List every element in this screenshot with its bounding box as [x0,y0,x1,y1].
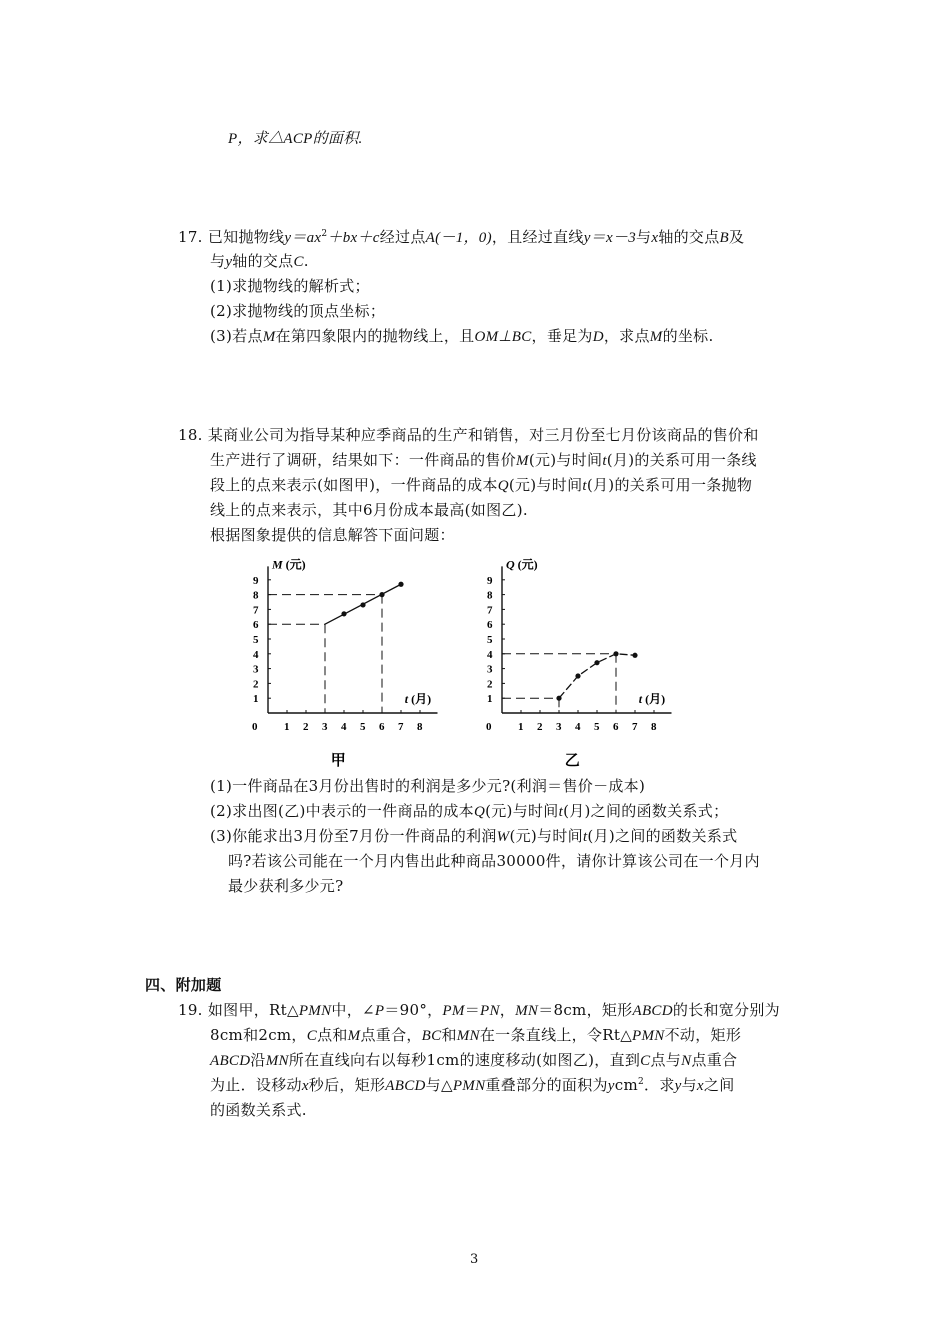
y-axis-var: Q [506,557,515,572]
q19-text: 秒后，矩形 [308,1076,386,1094]
q18-text: (月)之间的函数关系式 [587,827,738,845]
x-tick-label: 2 [537,721,543,733]
q19-text: 不动，矩形 [664,1026,742,1044]
data-point [341,611,346,616]
x-tick-label: 3 [556,721,562,733]
x-axis-unit: (月) [642,692,666,706]
data-point [360,602,365,607]
q17-text: 轴的交点 [658,228,720,246]
y-tick-label: 3 [253,663,259,676]
q17-text: 与 [210,252,226,270]
q19-var: x [301,1078,309,1094]
q19-superscript: 2 [638,1077,645,1087]
x-tick-label: 8 [651,721,657,733]
q19-text: 中，∠ [331,1001,375,1019]
chart-jia [228,548,432,769]
q17-line1 [178,227,744,248]
q18-var: t [558,804,564,820]
q19-var: MN [265,1053,289,1069]
y-tick-label: 8 [253,589,259,602]
q17-text: . [303,252,309,270]
q19-var: C [306,1028,318,1044]
q17-part3 [210,326,714,347]
top-line [228,128,363,149]
q17-text: 已知抛物线 [207,228,285,246]
x-tick-label: 5 [360,721,366,733]
q19-text: ＝90°， [384,1001,443,1019]
q19-var: PMN [298,1003,332,1019]
chart-caption: 乙 [564,751,580,769]
y-tick-label: 7 [487,604,493,617]
q18-var: Q [497,478,509,494]
q17-text: (3)若点 [210,327,263,345]
y-tick-label: 7 [253,604,259,617]
y-tick-label: 6 [487,619,493,632]
q18-var: W [496,829,510,845]
y-tick-label: 9 [253,574,259,587]
q18-text: 某商业公司为指导某种应季商品的生产和销售，对三月份至七月份该商品的售价和 [207,426,759,444]
y-tick-label: 1 [253,693,259,706]
x-tick-label: 4 [341,721,347,733]
q19-var: MN [456,1028,480,1044]
q19-line2 [210,1025,741,1046]
chart-caption: 甲 [330,751,346,769]
x-tick-label: 7 [398,721,404,733]
q17-relation: OM⊥BC [474,329,532,345]
q19-text: 点重合， [360,1026,422,1044]
q18-text: (月)的关系可用一条抛物 [586,476,753,494]
x-tick-label: 8 [417,721,423,733]
y-axis-unit: (元) [282,557,306,572]
q18-var: t [602,453,607,469]
x-tick-label: 1 [518,721,524,733]
q17-text: ，且经过直线 [491,228,584,246]
q19-line5: 的函数关系式. [210,1101,307,1119]
q19-text: 8cm和2cm， [210,1026,307,1044]
q17-var: M [262,329,276,345]
q17-superscript: 2 [321,229,328,239]
q17-var: x [651,230,659,246]
q19-var: M [347,1028,361,1044]
x-tick-label: 2 [303,721,309,733]
q18-text: 段上的点来表示(如图甲)，一件商品的成本 [210,476,498,494]
q17-text: ，垂足为 [531,327,593,345]
q17-equation: ＋bx＋c [327,230,380,246]
x-axis-label [405,692,431,706]
q18-line2 [210,450,757,471]
q18-line1 [178,425,759,445]
chart-yi [470,548,690,769]
data-point [398,582,403,587]
q19-line1 [178,1000,780,1021]
q19-number: 19. [178,1001,203,1019]
q17-var: B [719,230,729,246]
q17-var: y [225,254,233,270]
q19-text: 在一条直线上，令Rt△ [479,1026,633,1044]
q18-text: (元)与时间 [508,476,583,494]
x-tick-label: 6 [613,721,619,733]
y-tick-label: 4 [253,648,259,661]
x-axis-label [639,692,665,706]
q17-text: 与 [636,228,652,246]
data-point [613,651,618,656]
q18-number: 18. [178,426,203,444]
y-tick-label: 6 [253,619,259,632]
page-number: 3 [470,1252,479,1267]
q17-text: 经过点 [379,228,426,246]
y-tick-label: 4 [487,648,493,661]
data-point [575,673,580,678]
x-tick-label: 3 [322,721,328,733]
q17-var: C [293,254,304,270]
q19-text: ．求 [644,1076,675,1094]
q18-line5: 根据图象提供的信息解答下面问题： [210,526,455,544]
q17-text: 的坐标. [662,327,714,345]
y-tick-label: 5 [253,634,259,646]
y-axis-label [271,556,306,571]
y-tick-label: 5 [487,634,493,646]
q18-text: (元)与时间 [509,827,583,845]
q19-text: 与 [681,1076,697,1094]
q19-var: PN [480,1003,500,1019]
q18-var: t [582,829,588,845]
q19-text: 和 [441,1026,457,1044]
origin-label: 0 [252,721,258,733]
q18-part1: (1)一件商品在3月份出售时的利润是多少元?(利润＝售价－成本) [210,777,646,795]
q18-line3 [210,475,752,496]
q18-part2 [210,801,728,822]
q18-text: (3)你能求出3月份至7月份一件商品的利润 [210,827,497,845]
y-tick-label: 8 [487,589,493,602]
q18-part3-line2: 吗?若该公司能在一个月内售出此种商品30000件，请你计算该公司在一个月内 [228,852,760,870]
q19-text: 点重合 [691,1051,738,1069]
q19-text: 之间 [703,1076,735,1094]
y-tick-label: 2 [253,678,259,691]
data-point [594,660,599,665]
q19-text: 所在直线向右以每秒1cm的速度移动(如图乙)，直到 [288,1051,641,1069]
q18-text: (月)之间的函数关系式； [563,802,729,820]
q18-text: 生产进行了调研，结果如下：一件商品的售价 [210,451,517,469]
x-axis-unit: (月) [408,692,432,706]
q19-text: ， [499,1001,516,1019]
data-point [556,696,561,701]
q19-var: y [607,1078,615,1094]
y-tick-label: 1 [487,693,493,706]
y-tick-label: 3 [487,663,493,676]
q19-var: ABCD [385,1078,426,1094]
q17-text: 及 [729,228,745,246]
q18-var: t [582,478,587,494]
q18-var: M [516,453,529,469]
q17-part1: (1)求抛物线的解析式； [210,277,370,295]
q19-text: 点和 [317,1026,348,1044]
q19-text: 与△ [425,1076,453,1094]
q17-number: 17. [178,228,203,246]
section-title: 四、附加题 [145,976,222,994]
q18-part3-line3: 最少获利多少元? [228,877,344,895]
q19-var: C [640,1053,651,1069]
x-axis-var: t [638,692,643,706]
q19-var: MN [515,1003,539,1019]
q18-line4: 线上的点来表示，其中6月份成本最高(如图乙). [210,501,528,519]
q19-var: x [696,1078,704,1094]
q17-point: A(－1，0) [425,230,492,246]
q18-var: Q [473,804,486,820]
q18-text: (月)的关系可用一条线 [606,451,757,469]
q19-text: 为止．设移动 [210,1076,302,1094]
top-line-text: P，求△ACP的面积. [228,131,363,147]
y-axis-var: M [272,557,283,572]
q19-text: 沿 [250,1051,266,1069]
q19-text: ＝8cm，矩形 [538,1001,633,1019]
q17-equation: y＝ax [284,230,322,246]
y-tick-label: 9 [487,574,493,587]
x-tick-label: 4 [575,721,581,733]
q19-var: N [681,1053,692,1069]
q19-text: 的长和宽分别为 [672,1001,780,1019]
y-tick-label: 2 [487,678,493,691]
q18-part3-line1 [210,826,737,847]
data-point [632,653,637,658]
q19-line3 [210,1050,737,1071]
q17-text: 轴的交点 [232,252,294,270]
q18-text: (元)与时间 [528,451,603,469]
q18-text: (2)求出图(乙)中表示的一件商品的成本 [210,802,474,820]
q19-text: ＝ [464,1001,480,1019]
q18-text: (元)与时间 [485,802,559,820]
q19-var: y [674,1078,682,1094]
q19-line4 [210,1075,735,1096]
q19-var: BC [421,1028,442,1044]
x-tick-label: 5 [594,721,600,733]
q17-line2 [210,251,309,272]
q19-text: cm [614,1076,638,1094]
x-tick-label: 6 [379,721,385,733]
data-point [379,592,384,597]
q17-var: D [592,329,604,345]
x-tick-label: 7 [632,721,638,733]
origin-label: 0 [486,721,492,733]
q17-text: ，求点 [603,327,650,345]
x-axis-var: t [404,692,409,706]
q17-var: M [649,329,663,345]
q17-equation: y＝x－3 [583,230,637,246]
q19-var: ABCD [210,1053,251,1069]
q19-text: 点与 [650,1051,682,1069]
y-axis-unit: (元) [514,557,538,572]
q19-var: PM [442,1003,465,1019]
q19-var: P [374,1003,385,1019]
x-tick-label: 1 [284,721,290,733]
q17-text: 在第四象限内的抛物线上，且 [275,327,475,345]
q19-text: 重叠部分的面积为 [485,1076,608,1094]
y-axis-label [506,556,538,571]
q17-part2: (2)求抛物线的顶点坐标； [210,302,386,320]
q19-text: 如图甲，Rt△ [207,1001,299,1019]
q19-var: PMN [452,1078,486,1094]
q19-var: ABCD [632,1003,673,1019]
q19-var: PMN [632,1028,665,1044]
